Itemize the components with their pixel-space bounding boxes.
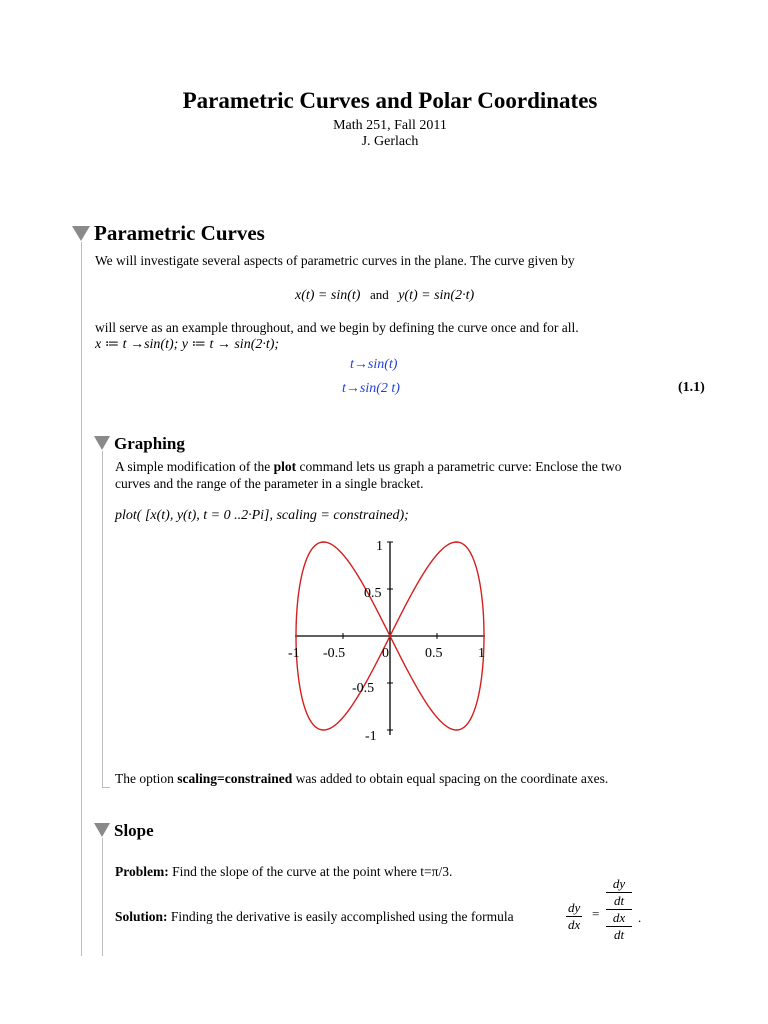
graphing-text-bold: plot xyxy=(273,459,297,474)
page-title: Parametric Curves and Polar Coordinates xyxy=(182,88,598,113)
numerator-fraction xyxy=(606,876,632,910)
y-tick-label: -1 xyxy=(365,729,377,744)
collapse-triangle-icon[interactable] xyxy=(94,823,110,837)
subsection-bracket-line xyxy=(102,838,103,956)
solution-label: Solution: xyxy=(115,909,168,924)
collapse-triangle-icon[interactable] xyxy=(72,226,90,241)
graphing-text-post: command lets us graph a parametric curve: Enclose the two xyxy=(296,459,622,474)
series-point xyxy=(323,541,324,542)
series-point xyxy=(308,717,309,718)
output-line-1: t→sin(t) xyxy=(350,357,398,372)
graphing-text-line2: curves and the range of the parameter in a single bracket. xyxy=(115,476,424,491)
series-point xyxy=(295,635,296,636)
graphing-paragraph xyxy=(115,458,745,492)
collapse-triangle-icon[interactable] xyxy=(94,436,110,450)
period: . xyxy=(638,910,642,925)
derivative-formula xyxy=(562,876,652,956)
author-line: J. Gerlach xyxy=(361,134,419,149)
series-point xyxy=(342,554,343,555)
compound-fraction xyxy=(606,876,632,943)
series-point xyxy=(480,682,481,683)
series-point xyxy=(389,635,390,636)
y-tick-label: 1 xyxy=(376,539,383,554)
graphing-text-pre: A simple modification of the xyxy=(115,459,274,474)
subsection-heading-graphing: Graphing xyxy=(114,434,185,453)
series-point xyxy=(308,554,309,555)
series-point xyxy=(436,717,437,718)
series-point xyxy=(299,682,300,683)
x-tick-label: 0.5 xyxy=(425,646,443,661)
intro-paragraph: We will investigate several aspects of parametric curves in the plane. The curve given by xyxy=(95,253,575,268)
y-tick-label: -0.5 xyxy=(352,681,375,696)
series-point xyxy=(483,635,484,636)
series-point xyxy=(414,588,415,589)
series-point xyxy=(436,554,437,555)
x-tick-label: -1 xyxy=(288,646,300,661)
equation-y: y(t) = sin(2·t) xyxy=(398,288,475,303)
equals-sign: = xyxy=(592,906,600,921)
problem-label: Problem: xyxy=(115,864,169,879)
subsection-bracket-foot xyxy=(102,787,110,788)
x-tick-label: -0.5 xyxy=(323,646,346,661)
note-post: was added to obtain equal spacing on the coordinate axes. xyxy=(292,771,609,786)
fraction-dy-dx xyxy=(566,900,582,933)
section-bracket-line xyxy=(81,242,82,956)
equation-line xyxy=(295,287,474,304)
numerator: dy xyxy=(606,876,632,893)
plot-command[interactable]: plot( [x(t), y(t), t = 0 ..2·Pi], scaling = constrained); xyxy=(115,508,409,523)
subsection-bracket-line xyxy=(102,451,103,787)
x-tick-label: 0 xyxy=(382,646,389,661)
series-point xyxy=(414,682,415,683)
denominator-fraction xyxy=(606,910,632,943)
equation-and: and xyxy=(369,287,389,302)
series-point xyxy=(456,729,457,730)
series-point xyxy=(299,588,300,589)
note-bold: scaling=constrained xyxy=(177,771,293,786)
scaling-note xyxy=(115,770,755,787)
denominator: dx xyxy=(568,917,581,932)
x-tick-label: 1 xyxy=(478,646,485,661)
parametric-plot xyxy=(280,530,500,750)
numerator: dy xyxy=(568,900,581,915)
solution-text: Finding the derivative is easily accomplished using the formula xyxy=(167,909,514,924)
series-point xyxy=(471,717,472,718)
numerator: dx xyxy=(606,910,632,927)
equation-label: (1.1) xyxy=(678,380,705,395)
series-point xyxy=(456,541,457,542)
paragraph-2: will serve as an example throughout, and we begin by defining the curve once and for all. xyxy=(95,320,579,335)
denominator: dt xyxy=(613,893,625,908)
section-heading-parametric-curves: Parametric Curves xyxy=(94,221,265,245)
solution-paragraph xyxy=(115,908,514,925)
denominator: dt xyxy=(613,927,625,942)
series-point xyxy=(342,717,343,718)
series-point xyxy=(471,554,472,555)
series-point xyxy=(323,729,324,730)
problem-text: Find the slope of the curve at the point where t=π/3. xyxy=(168,864,453,879)
subsection-heading-slope: Slope xyxy=(114,821,154,840)
input-command[interactable]: x ≔ t →sin(t); y ≔ t → sin(2·t); xyxy=(95,337,280,352)
y-tick-label: 0.5 xyxy=(364,586,382,601)
output-line-2: t→sin(2 t) xyxy=(342,381,400,396)
note-pre: The option xyxy=(115,771,178,786)
course-line: Math 251, Fall 2011 xyxy=(333,118,447,133)
equation-x: x(t) = sin(t) xyxy=(295,288,361,303)
series-point xyxy=(480,588,481,589)
